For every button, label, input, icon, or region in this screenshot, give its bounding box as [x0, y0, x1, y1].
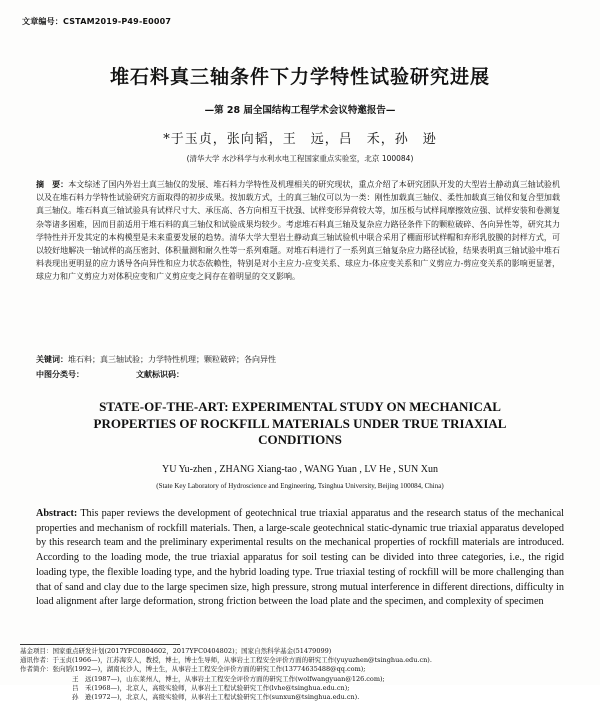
abstract-zh	[36, 178, 560, 284]
footnote-author-bio: 王 远(1987—)，山东莱州人，博士，从事岩土工程安全评价方面的研究工作(wolfwangyuan@126.com);	[72, 674, 385, 683]
title-en-line: STATE-OF-THE-ART: EXPERIMENTAL STUDY ON MECHANICAL	[99, 399, 501, 414]
clc-label: 中图分类号：	[36, 370, 84, 379]
footnote-author-bio: 吕 禾(1968—)，北京人，高级实验师，从事岩土工程试验研究工作(lvhe@tsinghua.edu.cn);	[72, 683, 350, 692]
authors-zh: *于玉贞，张向韬，王 远，吕 禾，孙 逊	[163, 132, 437, 147]
footnote-author-bio: 孙 逊(1972—)，北京人，高级实验师，从事岩土工程试验研究工作(sunxun@tsinghua.edu.cn).	[72, 693, 360, 702]
keywords-zh-label: 关键词：	[36, 355, 68, 364]
abstract-en-label: Abstract:	[36, 508, 78, 519]
title-en-line: CONDITIONS	[258, 432, 342, 447]
article-number: 文章编号：CSTAM2019-P49-E0007	[22, 17, 172, 26]
abstract-en	[36, 507, 564, 610]
classification-zh	[36, 369, 560, 380]
paper-title-zh: 堆石料真三轴条件下力学特性试验研究进展	[109, 66, 490, 88]
paper-title-en	[0, 399, 600, 449]
abstract-zh-text: 本文综述了国内外岩土真三轴仪的发展、堆石料力学特性及机理相关的研究现状，重点介绍了本研究团队开发的大型岩土静动真三轴试验机以及在堆石料力学特性试验研究方面取得的初步成果。按加载方式，土的真三轴仪可以为一类：刚性加载真三轴仪、柔性加载真三轴仪和复合型加载真三轴仪。堆石料真三轴试验具有试样尺寸大、承压高、各方向相互干扰强、试样变形异荷较大等，加压板与试样间摩擦效应强、试样安装和卷测复杂等诸多困难，因而目前适用于堆石料的真三轴仪和试验成果均较少。考虑堆石料真三轴及复杂应力路径条件下的颗粒破碎、各向异性等，研究其力学特性并开发其定的本构模型是未来重要发展的趋势。清华大学大型岩土静动真三轴试验机中联合采用了棚面形试样帽和弃形乳胶膜的封样方式，可以较好地解决一轴试样的高压密封、体积量测和耐久性等一系列难题。对堆石料进行了一系列真三轴复杂应力路径试验，结果表明真三轴试验中堆石料表现出更明显的应力诱导各向异性和应力状态依赖性，特别是对小主应力-应变关系、球应力-体应变关系和广义剪应力-剪应变关系的影响更显著，球应力和广义剪应力对体积应变和广义剪应变之间存在着明显的交叉影响。	[36, 180, 560, 282]
footnote-divider	[20, 644, 180, 645]
footnote-author-bio: 作者简介：张向韬(1992—)，湖南长沙人，博士生，从事岩土工程安全评价方面的研究工作(13774635488@qq.com);	[20, 665, 366, 674]
footnote-funding: 基金项目：国家重点研发计划(2017YFC0804602，2017YFC0404802)；国家自然科学基金(51479099)	[20, 647, 332, 655]
abstract-en-text: This paper reviews the development of geotechnical true triaxial apparatus and the research status of the mechanical properties and mechanism of rockfill materials. Then, a large-scale geotechnical static-dynamic true triaxial apparatus developed by this research team and the preliminary experimental results on the mechanical properties of rockfill materials are introduced. According to the loading mode, the true triaxial apparatus for soil testing can be divided into three categories, i.e., the rigid loading type, the flexible loading type, and the hybrid loading type. True triaxial testing of rockfill will be more challenging than that of sand and clay due to the large specimen size, high pressure, strong mutual interference in different directions, difficulty in load alignment after large deformation, strong friction between the load plate and the specimen, and complexity of specimen	[36, 508, 564, 608]
abstract-zh-label: 摘 要：	[36, 180, 69, 189]
title-en-line: PROPERTIES OF ROCKFILL MATERIALS UNDER TRUE TRIAXIAL	[93, 415, 507, 431]
authors-en: YU Yu-zhen , ZHANG Xiang-tao , WANG Yuan , LV He , SUN Xun	[162, 464, 438, 475]
doc-code-label: 文献标识码：	[136, 370, 184, 379]
footnote-corresponding-author: 通讯作者：于玉贞(1966—)，江苏海安人，教授，博士，博士生导师，从事岩土工程安全评价方面的研究工作(yuyuzhen@tsinghua.edu.cn).	[20, 656, 432, 665]
footnotes	[20, 647, 580, 702]
keywords-zh-text: 堆石料；真三轴试验；力学特性机理；颗粒破碎；各向异性	[68, 355, 276, 364]
affiliation-en: (State Key Laboratory of Hydroscience and Engineering, Tsinghua University, Beijing 100084, China)	[156, 482, 444, 490]
keywords-zh	[36, 354, 560, 365]
paper-subtitle-zh: —第 28 届全国结构工程学术会议特邀报告—	[204, 105, 396, 116]
affiliation-zh: (清华大学 水沙科学与水利水电工程国家重点实验室，北京 100084)	[186, 154, 414, 163]
